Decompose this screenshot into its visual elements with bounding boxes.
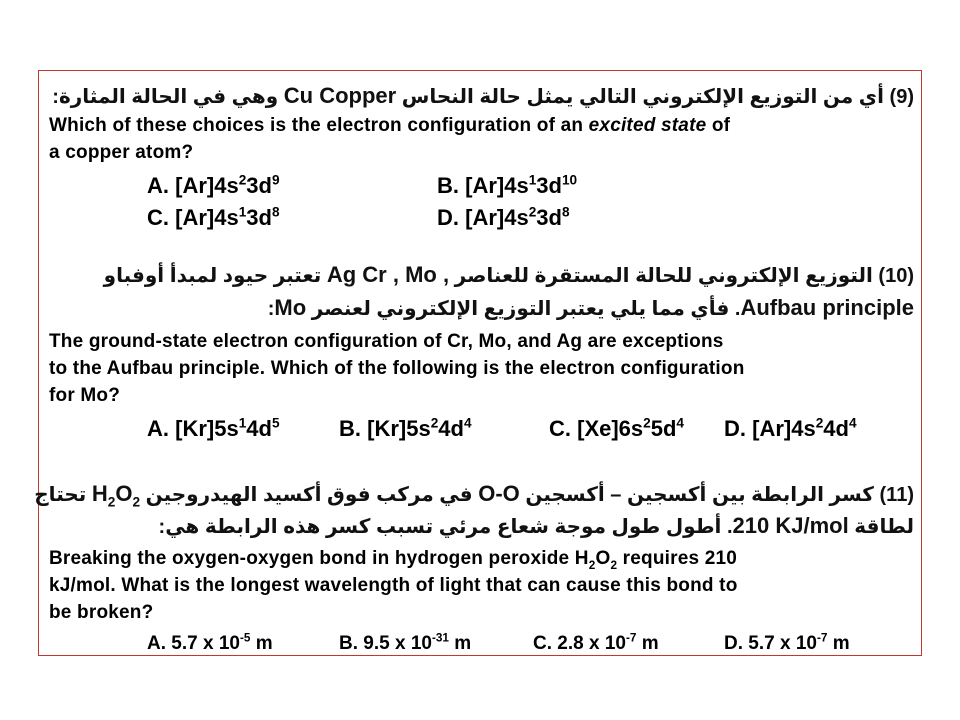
q9-text-a: Which of these choices is the electron configuration of an [49,115,589,136]
option-exponent: -7 [625,631,637,645]
q10-english-line-1: The ground-state electron configuration of Cr, Mo, and Ag are exceptions [49,331,724,352]
option-text: A. [Ar]4s [147,173,239,198]
formula-h: H [91,481,108,506]
option-text: B. 9.5 x 10 [339,633,432,654]
q9-option-d[interactable] [437,205,570,231]
formula-sub: 2 [132,494,141,510]
q9-option-a[interactable] [147,173,280,199]
q11-option-d[interactable] [724,633,850,655]
formula-sub: 2 [610,558,618,572]
option-d-exponent: 4 [463,415,472,431]
q9-english-line-1 [49,115,730,137]
option-d-exponent: 8 [271,204,280,220]
option-s-exponent: 2 [643,415,651,431]
option-text: B. [Kr]5s [339,416,431,441]
option-text: A. 5.7 x 10 [147,633,240,654]
option-mid: 3d [246,173,272,198]
q10-elements: Ag Cr , Mo , [326,262,450,287]
option-unit: m [250,633,273,654]
option-mid: 3d [536,205,562,230]
q10-option-d[interactable] [724,416,857,442]
q9-arabic-line [52,83,914,109]
q11-english-line-1 [49,548,737,570]
option-exponent: -31 [431,631,449,645]
option-s-exponent: 2 [528,204,537,220]
option-mid: 3d [246,205,272,230]
q11-arabic-mid: في مركب فوق أكسيد الهيدروجين [145,484,473,506]
q11-formula [91,481,141,510]
q11-arabic-prefix: (11) كسر الرابطة بين أكسجين – أكسجين [525,484,914,506]
option-text: D. 5.7 x 10 [724,633,817,654]
q10-aufbau-principle: Aufbau principle [740,295,914,320]
option-text: D. [Ar]4s [724,416,816,441]
q10-arabic-line-2 [268,295,914,321]
q11-arabic-suffix2: . أطول طول موجة شعاع مرئي تسبب كسر هذه الرابطة هي: [158,516,733,538]
option-text: C. [Ar]4s [147,205,239,230]
q11-option-a[interactable] [147,633,273,655]
q10-option-b[interactable] [339,416,472,442]
option-s-exponent: 1 [238,204,247,220]
option-unit: m [827,633,850,654]
q10-option-a[interactable] [147,416,280,442]
q9-arabic-suffix: وهي في الحالة المثارة: [52,86,279,108]
option-exponent: -5 [239,631,251,645]
formula-o: O [595,548,611,569]
q11-english-line-2: kJ/mol. What is the longest wavelength of light that can cause this bond to [49,575,738,596]
formula-o: O [115,481,133,506]
q9-excited-state: excited state [588,115,707,136]
option-d-exponent: 9 [271,172,280,188]
q10-arabic-suffix: تعتبر حيود لمبدأ أوفباو [103,265,322,287]
option-s-exponent: 2 [238,172,247,188]
option-unit: m [448,633,472,654]
formula-sub: 2 [107,494,116,510]
option-exponent: -7 [816,631,828,645]
q11-arabic-line-1 [34,481,914,510]
q11-energy: 210 KJ/mol [732,513,849,538]
q11-option-b[interactable] [339,633,471,655]
q11-text-a: Breaking the oxygen-oxygen bond in hydrogen peroxide H [49,548,589,569]
option-unit: m [636,633,659,654]
q11-arabic-line-2 [159,513,914,539]
option-mid: 4d [823,416,849,441]
q11-option-c[interactable] [533,633,659,655]
q9-option-c[interactable] [147,205,280,231]
option-mid: 5d [650,416,677,441]
q11-bond: O-O [478,481,520,506]
option-text: B. [Ar]4s [437,173,529,198]
q9-element-name: Cu Copper [283,83,397,108]
q11-text-b: requires 210 [617,548,738,569]
q11-english-line-3: be broken? [49,602,154,623]
option-s-exponent: 1 [528,172,537,188]
q9-arabic-prefix: (9) أي من التوزيع الإلكتروني التالي يمثل حالة النحاس [401,86,914,108]
option-text: C. 2.8 x 10 [533,633,626,654]
q11-arabic-suffix: تحتاج [34,484,87,506]
q10-english-line-2: to the Aufbau principle. Which of the following is the electron configuration [49,358,745,379]
option-d-exponent: 5 [271,415,280,431]
q10-arabic-line-1 [104,262,914,288]
option-text: C. [Xe]6s [549,416,644,441]
option-mid: 4d [438,416,464,441]
q10-arabic-prefix: (10) التوزيع الإلكتروني للحالة المستقرة للعناصر [454,265,914,287]
option-text: D. [Ar]4s [437,205,529,230]
q10-colon: : [267,298,275,320]
q10-element-mo: Mo [274,295,307,320]
formula-sub: 2 [588,558,596,572]
option-d-exponent: 10 [561,172,578,188]
q10-english-line-3: for Mo? [49,385,121,406]
option-s-exponent: 1 [238,415,247,431]
option-mid: 3d [536,173,562,198]
option-text: A. [Kr]5s [147,416,239,441]
q10-arabic-text: . فأي مما يلي يعتبر التوزيع الإلكتروني لعنصر [311,298,741,320]
q9-english-line-2: a copper atom? [49,142,194,163]
option-d-exponent: 4 [676,415,684,431]
option-d-exponent: 8 [561,204,570,220]
q10-option-c[interactable] [549,416,684,442]
option-s-exponent: 2 [815,415,824,431]
option-s-exponent: 2 [430,415,439,431]
q9-text-b: of [706,115,731,136]
option-mid: 4d [246,416,272,441]
q11-arabic-prefix2: لطاقة [854,516,914,538]
option-d-exponent: 4 [848,415,857,431]
q9-option-b[interactable] [437,173,577,199]
